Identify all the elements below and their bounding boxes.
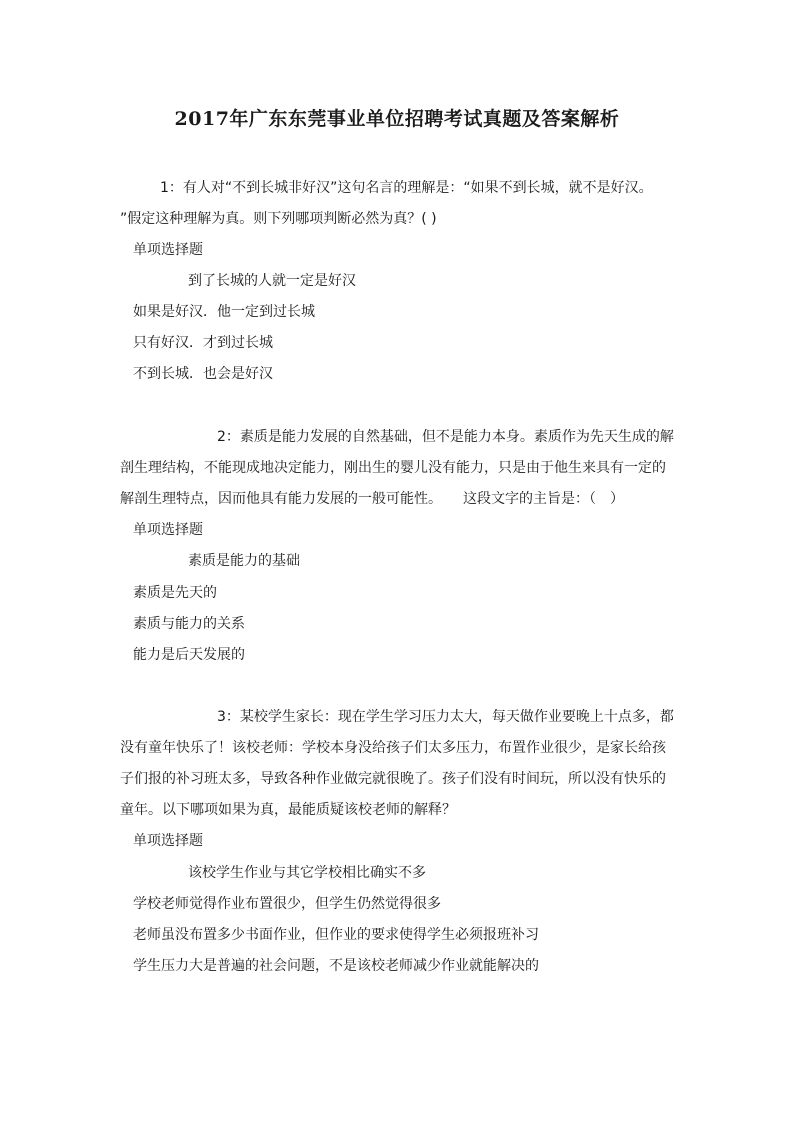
question-3-stem-line-3: 子们报的补习班太多，导致各种作业做完就很晚了。孩子们没有时间玩，所以没有快乐的 xyxy=(120,771,666,787)
question-3-option-d: 学生压力大是普遍的社会问题，不是该校老师减少作业就能解决的 xyxy=(133,958,539,974)
question-1-option-a: 到了长城的人就一定是好汉 xyxy=(188,273,356,289)
question-1-type: 单项选择题 xyxy=(133,242,203,258)
question-2-option-b: 素质是先天的 xyxy=(133,585,217,601)
question-2-type: 单项选择题 xyxy=(133,522,203,538)
question-2-stem-line-2: 剖生理结构，不能现成地决定能力，刚出生的婴儿没有能力，只是由于他生来具有一定的 xyxy=(120,460,666,476)
question-3-option-a: 该校学生作业与其它学校相比确实不多 xyxy=(188,865,426,881)
question-3-stem-line-4: 童年。以下哪项如果为真，最能质疑该校老师的解释？ xyxy=(120,802,456,818)
question-3-stem-line-2: 没有童年快乐了！该校老师：学校本身没给孩子们太多压力，布置作业很少，是家长给孩 xyxy=(120,740,666,756)
question-3-stem-line-1: 3：某校学生家长：现在学生学习压力太大，每天做作业要晚上十点多，都 xyxy=(217,709,674,725)
question-2-stem-line-3: 解剖生理特点，因而他具有能力发展的一般可能性。 这段文字的主旨是：（ ） xyxy=(120,491,624,507)
question-3-type: 单项选择题 xyxy=(133,833,203,849)
question-3-option-b: 学校老师觉得作业布置很少，但学生仍然觉得很多 xyxy=(133,896,441,912)
question-1-stem-line-1: 1：有人对“不到长城非好汉”这句名言的理解是：“如果不到长城，就不是好汉。 xyxy=(160,180,653,196)
page-title: 2017年广东东莞事业单位招聘考试真题及答案解析 xyxy=(174,108,620,130)
question-2-option-d: 能力是后天发展的 xyxy=(133,647,245,663)
question-2-option-c: 素质与能力的关系 xyxy=(133,616,245,632)
question-3-option-c: 老师虽没布置多少书面作业，但作业的要求使得学生必须报班补习 xyxy=(133,927,539,943)
question-1-option-d: 不到长城．也会是好汉 xyxy=(133,366,273,382)
question-2-stem-line-1: 2：素质是能力发展的自然基础，但不是能力本身。素质作为先天生成的解 xyxy=(217,429,674,445)
question-1-option-c: 只有好汉．才到过长城 xyxy=(133,335,273,351)
question-2-option-a: 素质是能力的基础 xyxy=(188,553,300,569)
question-1-stem-line-2: ”假定这种理解为真。则下列哪项判断必然为真？( ) xyxy=(120,211,437,227)
question-1-option-b: 如果是好汉．他一定到过长城 xyxy=(133,304,315,320)
